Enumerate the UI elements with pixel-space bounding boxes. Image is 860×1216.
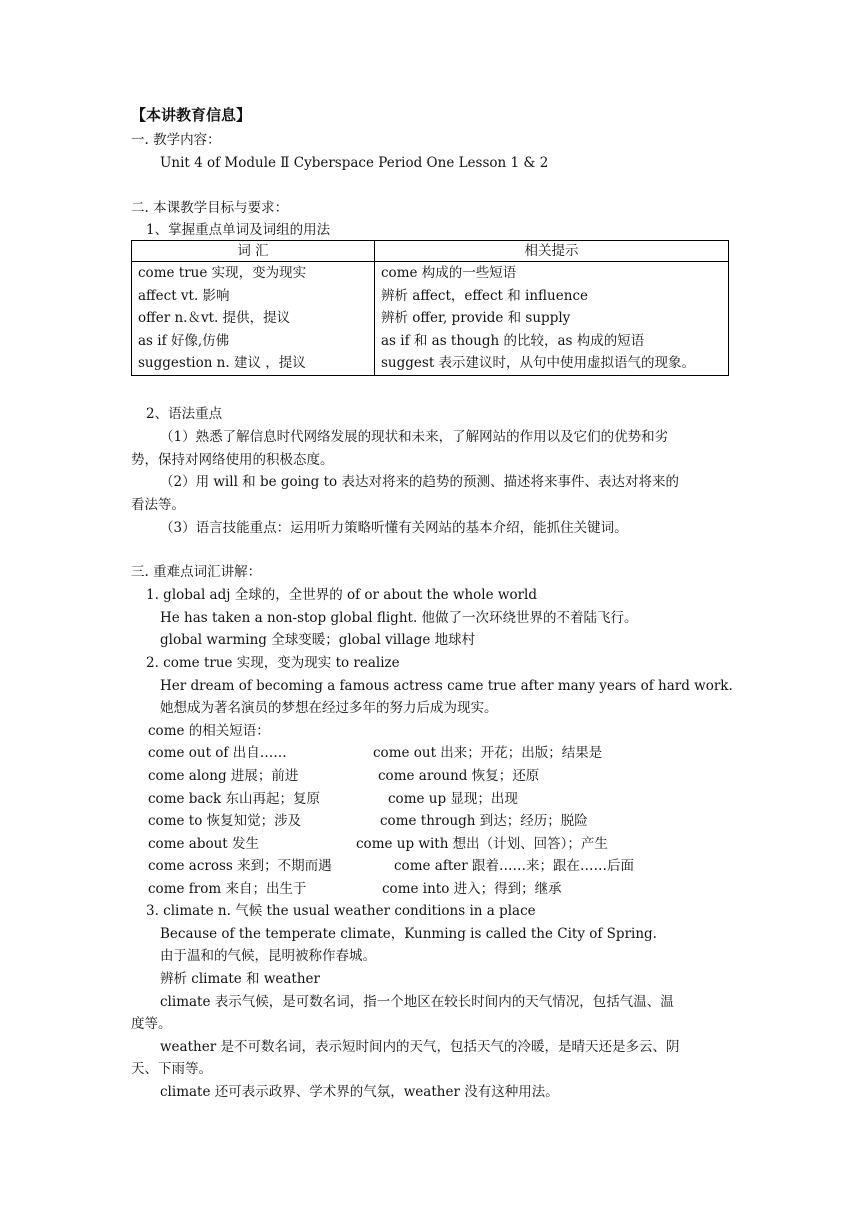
item-1-heading: 1. global adj 全球的，全世界的 of or about the whole world: [146, 587, 538, 603]
item-3-example: Because of the temperate climate，Kunming is called the City of Spring.: [160, 926, 657, 942]
vocab-item: affect vt. 影响: [138, 287, 230, 304]
vocab-item: come true 实现，变为现实: [138, 265, 307, 281]
item-1-example: He has taken a non-stop global flight. 他做了一次环绕世界的不着陆飞行。: [160, 610, 638, 626]
item-3-weather-note: weather 是不可数名词，表示短时间内的天气，包括天气的冷暖，是晴天还是多云、阴: [160, 1039, 680, 1055]
item-2-example: Her dream of becoming a famous actress came true after many years of hard work.: [160, 678, 733, 694]
item-3-climate-extra: climate 还可表示政界、学术界的气氛，weather 没有这种用法。: [160, 1084, 559, 1100]
hint-item: suggest 表示建议时，从句中使用虚拟语气的现象。: [381, 355, 696, 371]
item-2-heading: 2. come true 实现，变为现实 to realize: [146, 655, 400, 671]
vocab-table: [131, 240, 729, 376]
phrase-left: come across 来到；不期而遇: [148, 858, 332, 874]
phrase-right: come out 出来；开花；出版；结果是: [373, 745, 603, 761]
phrase-left: come along 进展；前进: [148, 768, 299, 784]
grammar-point-3: （3）语言技能重点：运用听力策略听懂有关网站的基本介绍，能抓住关键词。: [160, 520, 628, 536]
section-1-heading: 一. 教学内容：: [131, 132, 221, 148]
section-1-content: Unit 4 of Module Ⅱ Cyberspace Period One Lesson 1 & 2: [160, 155, 549, 171]
lesson-header: 【本讲教育信息】: [131, 106, 252, 124]
item-2-example-cn: 她想成为著名演员的梦想在经过多年的努力后成为现实。: [160, 700, 498, 716]
phrases-title: come 的相关短语：: [148, 723, 270, 739]
table-cell-hints: [375, 262, 729, 376]
grammar-point-1-cont: 势，保持对网络使用的积极态度。: [131, 452, 334, 468]
item-3-climate-note: climate 表示气候，是可数名词，指一个地区在较长时间内的天气情况，包括气温、温: [160, 994, 674, 1010]
table-header-row: [132, 241, 729, 262]
phrase-left: come back 东山再起；复原: [148, 791, 320, 807]
phrase-left: come about 发生: [148, 836, 259, 852]
table-row: [132, 262, 729, 376]
phrase-right: come up with 想出（计划、回答）；产生: [356, 836, 608, 852]
phrase-right: come through 到达；经历；脱险: [380, 813, 588, 829]
grammar-point-2: （2）用 will 和 be going to 表达对将来的趋势的预测、描述将来事件、表达对将来的: [160, 474, 679, 490]
subsection-vocab-title: 1、掌握重点单词及词组的用法: [146, 222, 331, 238]
hint-item: come 构成的一些短语: [381, 265, 517, 281]
phrase-right: come after 跟着……来；跟在……后面: [394, 858, 634, 874]
grammar-point-2-cont: 看法等。: [131, 497, 185, 513]
table-header-vocab: 词 汇: [132, 241, 375, 262]
section-2-heading: 二. 本课教学目标与要求：: [131, 200, 289, 216]
table-cell-vocab: [132, 262, 375, 376]
section-3-heading: 三. 重难点词汇讲解：: [131, 564, 262, 580]
grammar-point-1: （1）熟悉了解信息时代网络发展的现状和未来，了解网站的作用以及它们的优势和劣: [160, 429, 669, 445]
hint-item: as if 和 as though 的比较，as 构成的短语: [381, 332, 645, 349]
hint-item: 辨析 offer, provide 和 supply: [381, 310, 571, 326]
vocab-item: suggestion n. 建议 ，提议: [138, 355, 306, 371]
table-header-hints: 相关提示: [375, 241, 729, 262]
phrase-right: come up 显现；出现: [388, 791, 518, 807]
phrase-left: come to 恢复知觉；涉及: [148, 813, 302, 829]
vocab-item: offer n.＆vt. 提供，提议: [138, 310, 291, 326]
item-3-climate-note-cont: 度等。: [131, 1016, 172, 1032]
phrase-left: come from 来自；出生于: [148, 881, 307, 897]
vocab-item: as if 好像,仿佛: [138, 332, 230, 349]
phrase-right: come around 恢复；还原: [378, 768, 540, 784]
phrase-left: come out of 出自……: [148, 745, 287, 761]
item-1-example-2: global warming 全球变暖；global village 地球村: [160, 632, 476, 648]
item-3-weather-note-cont: 天、下雨等。: [131, 1061, 212, 1077]
phrase-right: come into 进入；得到；继承: [382, 881, 562, 897]
item-3-distinction: 辨析 climate 和 weather: [160, 971, 320, 987]
hint-item: 辨析 affect，effect 和 influence: [381, 287, 588, 304]
subsection-grammar-title: 2、语法重点: [146, 406, 223, 422]
item-3-heading: 3. climate n. 气候 the usual weather conditions in a place: [146, 903, 536, 919]
item-3-example-cn: 由于温和的气候，昆明被称作春城。: [160, 948, 376, 964]
